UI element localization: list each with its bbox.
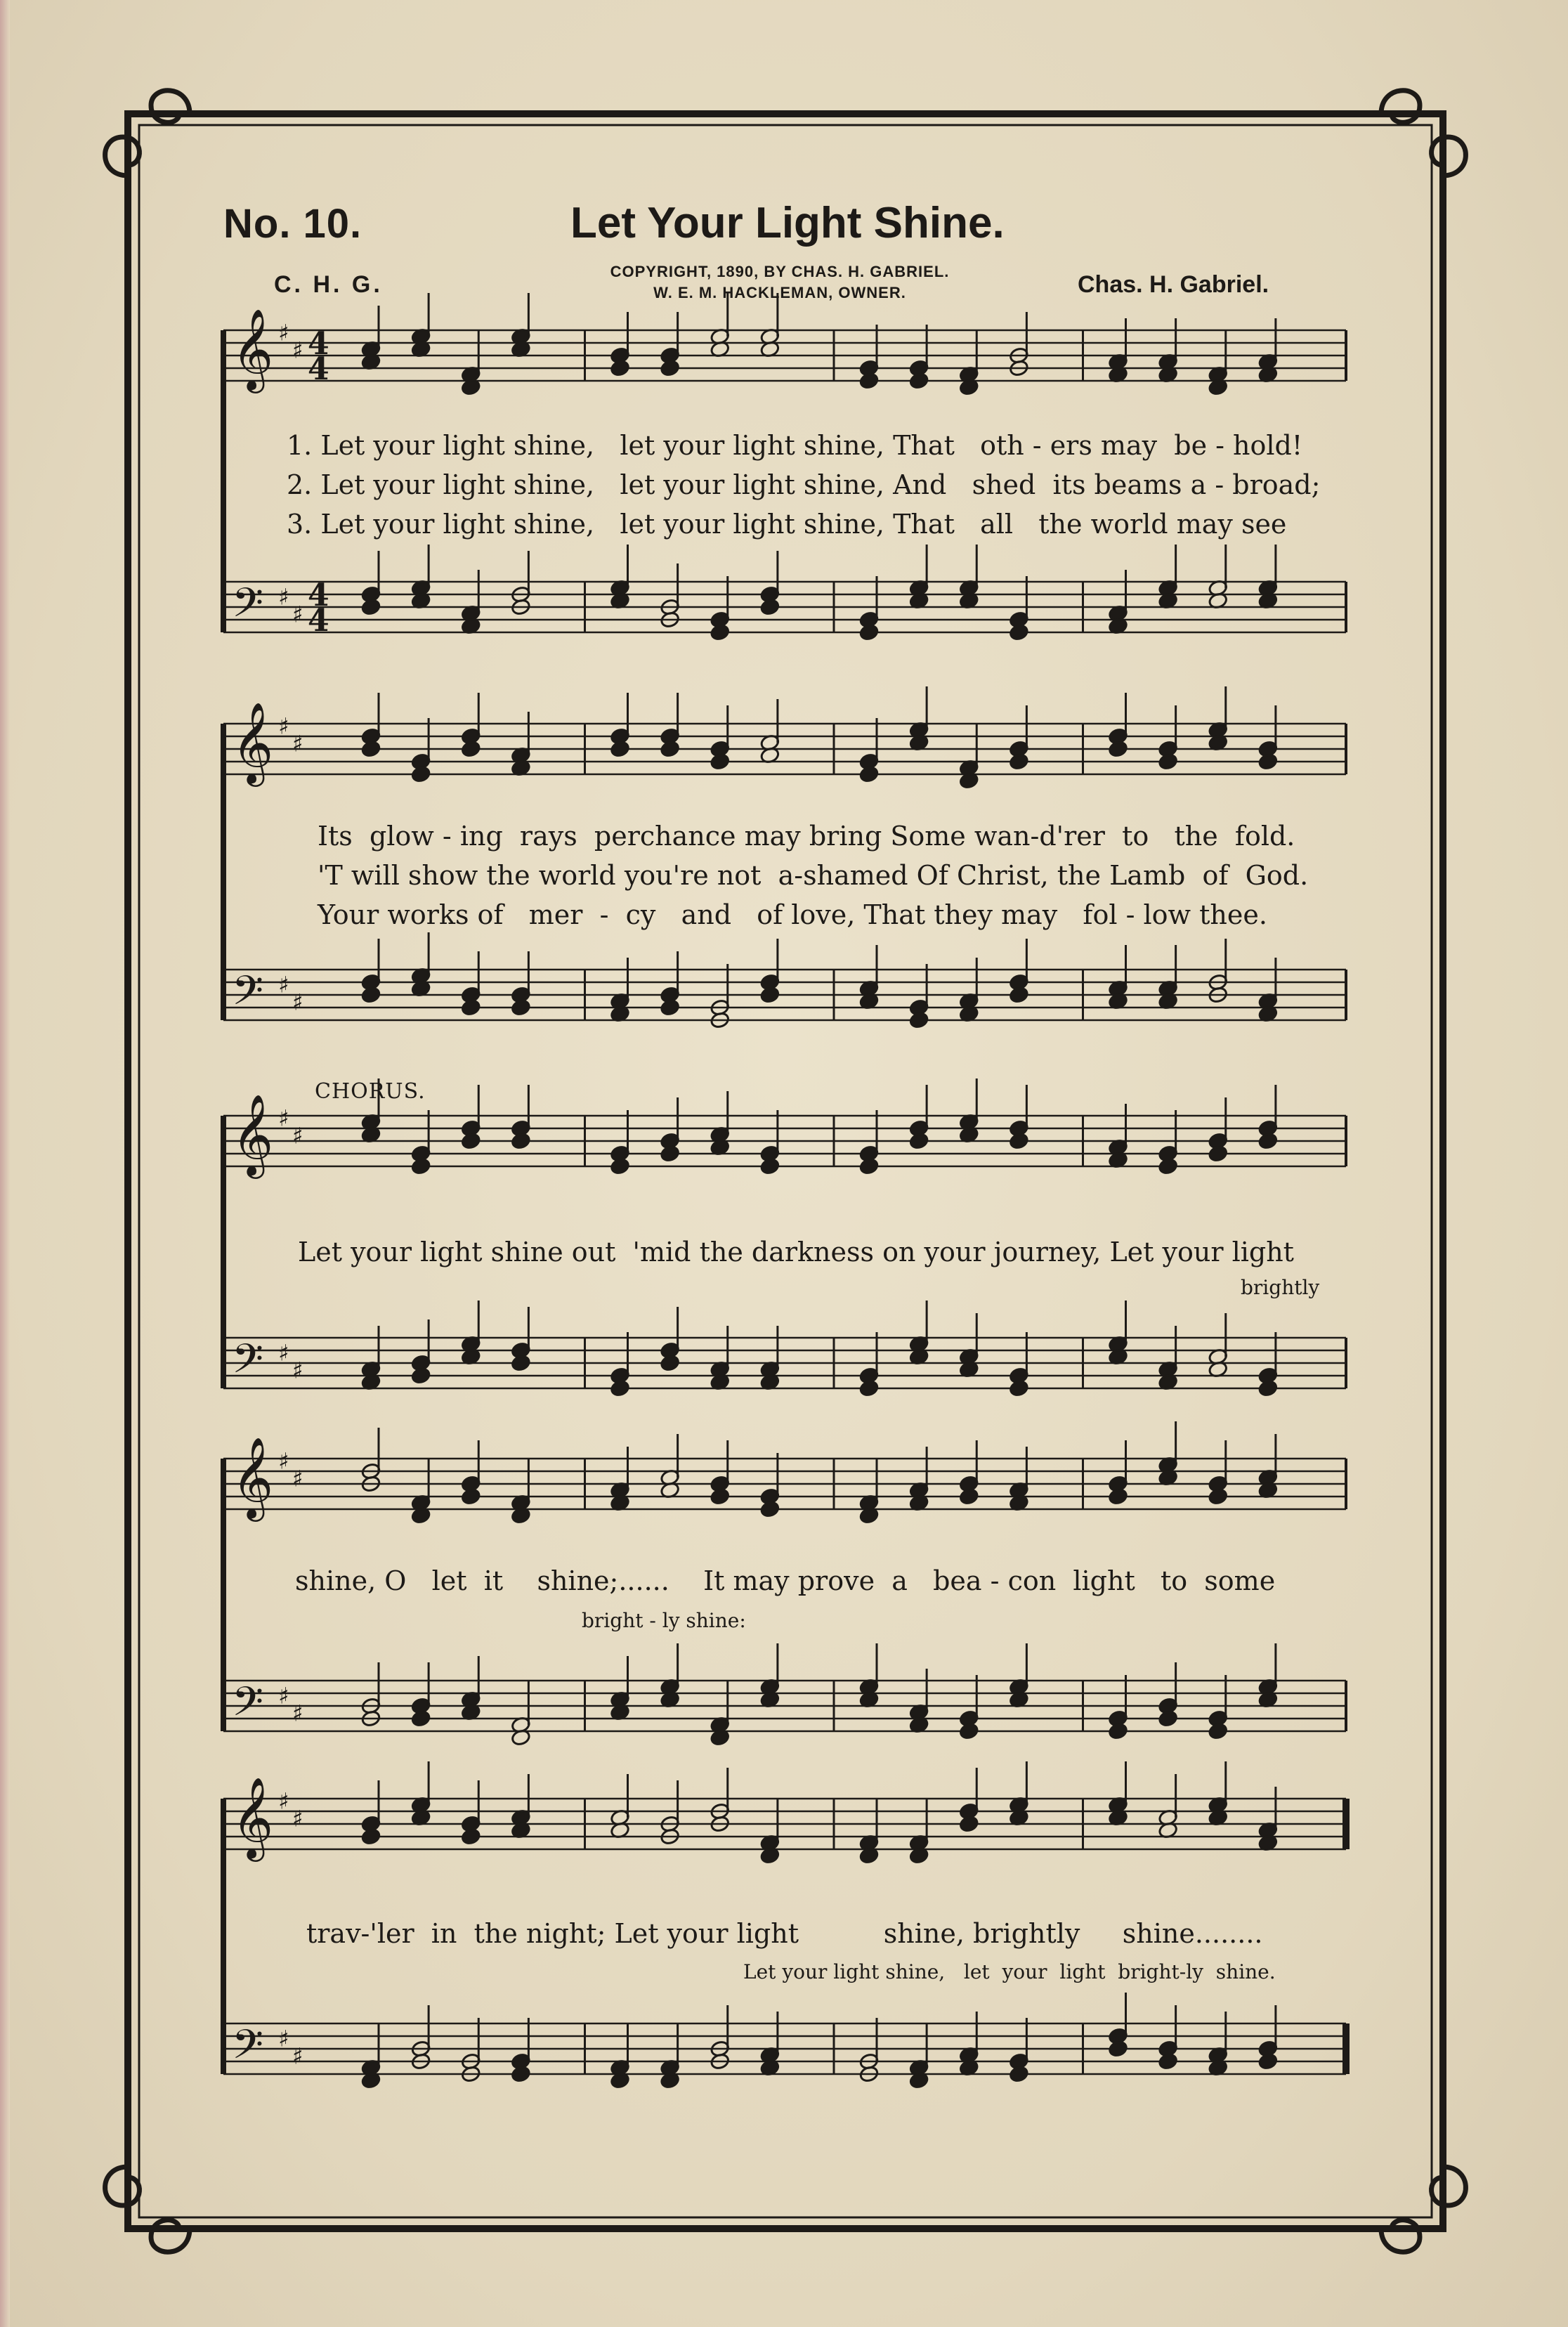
bass-clef: 𝄢 — [232, 2021, 264, 2079]
sharp-sign: ♯ — [278, 2025, 289, 2052]
verse-3-line-1: 3. Let your light shine, let your light shine, That all the world may see — [287, 509, 1287, 540]
sharp-sign: ♯ — [278, 583, 289, 611]
bass-clef: 𝄢 — [232, 967, 264, 1025]
note-head — [859, 1379, 880, 1397]
chorus-label: CHORUS. — [315, 1079, 426, 1104]
note-head — [760, 598, 780, 615]
sharp-sign: ♯ — [292, 601, 303, 628]
note-head — [859, 623, 880, 641]
time-signature-top: 4 — [308, 326, 329, 363]
note-head — [859, 1157, 880, 1175]
hymn-number: No. 10. — [223, 201, 362, 247]
chorus-line-3-echo: Let your light shine, let your light bright-ly shine. — [743, 1960, 1276, 1983]
chorus-line-2-echo: bright - ly shine: — [582, 1609, 746, 1632]
note-head — [859, 765, 880, 783]
note-head — [660, 1145, 680, 1162]
hymn-title: Let Your Light Shine. — [570, 199, 1005, 247]
note-head — [511, 1132, 531, 1149]
note-head — [461, 1827, 481, 1845]
note-head — [1158, 1709, 1178, 1727]
note-head — [1108, 1487, 1128, 1505]
verse-1-line-2: Its glow - ing rays perchance may bring Some wan-d'rer to the fold. — [318, 821, 1295, 852]
sharp-sign: ♯ — [278, 319, 289, 346]
note-head — [461, 998, 481, 1016]
note-head — [511, 998, 531, 1016]
note-head — [1009, 1132, 1029, 1149]
note-head — [610, 740, 630, 757]
note-head — [411, 1157, 431, 1175]
note-head — [710, 752, 730, 770]
verse-3-line-2: Your works of mer - cy and of love, That they may fol - low thee. — [318, 899, 1267, 930]
sharp-sign: ♯ — [292, 337, 303, 364]
sharp-sign: ♯ — [278, 1682, 289, 1709]
sharp-sign: ♯ — [292, 1122, 303, 1149]
note-head — [959, 1487, 979, 1505]
note-head — [411, 765, 431, 783]
note-head — [1108, 2040, 1128, 2057]
note-head — [1009, 1379, 1029, 1397]
note-head — [760, 1157, 780, 1175]
note-head — [1158, 1157, 1178, 1175]
note-head — [610, 359, 630, 377]
note-head — [461, 1132, 481, 1149]
sharp-sign: ♯ — [292, 730, 303, 757]
copyright-line-2: W. E. M. HACKLEMAN, OWNER. — [653, 284, 906, 301]
time-signature-bottom: 4 — [308, 351, 329, 388]
note-head — [710, 1487, 730, 1505]
note-head — [859, 372, 880, 389]
note-head — [760, 986, 780, 1003]
sharp-sign: ♯ — [292, 1357, 303, 1384]
treble-clef: 𝄞 — [232, 1093, 274, 1176]
note-head — [1208, 1722, 1228, 1740]
note-head — [1009, 2065, 1029, 2082]
note-head — [1258, 2052, 1279, 2070]
bass-clef: 𝄢 — [232, 579, 264, 637]
chorus-line-3: trav-'ler in the night; Let your light shine, brightly shine........ — [306, 1918, 1263, 1949]
note-head — [1208, 1487, 1228, 1505]
chorus-line-1: Let your light shine out 'mid the darkness on your journey, Let your light — [298, 1237, 1294, 1267]
note-head — [660, 359, 680, 377]
sharp-sign: ♯ — [292, 2042, 303, 2070]
note-head — [1208, 1145, 1228, 1162]
note-head — [1158, 752, 1178, 770]
note-head — [1009, 752, 1029, 770]
note-head — [710, 623, 730, 641]
chorus-line-1-echo: brightly — [1241, 1276, 1320, 1299]
note-head — [610, 1379, 630, 1397]
bass-clef: 𝄢 — [232, 1678, 264, 1736]
note-head — [1108, 740, 1128, 757]
sharp-sign: ♯ — [292, 1465, 303, 1492]
sharp-sign: ♯ — [278, 712, 289, 740]
music-author: Chas. H. Gabriel. — [1078, 271, 1269, 298]
chorus-line-2: shine, O let it shine;...... It may prove a bea - con light to some — [295, 1565, 1276, 1596]
note-head — [1258, 1132, 1279, 1149]
sharp-sign: ♯ — [278, 1104, 289, 1132]
note-head — [361, 986, 381, 1003]
note-head — [1108, 1722, 1128, 1740]
note-head — [411, 1709, 431, 1727]
note-head — [361, 1827, 381, 1845]
note-head — [1258, 1379, 1279, 1397]
treble-clef: 𝄞 — [232, 1436, 274, 1519]
note-head — [361, 598, 381, 615]
sharp-sign: ♯ — [292, 1700, 303, 1727]
note-head — [361, 740, 381, 757]
treble-clef: 𝄞 — [232, 701, 274, 784]
sharp-sign: ♯ — [278, 1339, 289, 1367]
sharp-sign: ♯ — [292, 1805, 303, 1832]
note-head — [909, 372, 929, 389]
note-head — [1009, 986, 1029, 1003]
verse-2-line-1: 2. Let your light shine, let your light shine, And shed its beams a - broad; — [287, 469, 1321, 500]
note-head — [959, 1722, 979, 1740]
bass-clef: 𝄢 — [232, 1335, 264, 1393]
note-head — [959, 1815, 979, 1832]
note-head — [610, 1157, 630, 1175]
treble-clef: 𝄞 — [232, 308, 274, 391]
time-signature-top: 4 — [308, 578, 329, 614]
note-head — [660, 740, 680, 757]
treble-clef: 𝄞 — [232, 1776, 274, 1859]
note-head — [760, 1500, 780, 1518]
sharp-sign: ♯ — [278, 971, 289, 998]
sharp-sign: ♯ — [278, 1447, 289, 1475]
note-head — [660, 1354, 680, 1371]
sharp-sign: ♯ — [278, 1787, 289, 1815]
note-head — [511, 2065, 531, 2082]
verse-2-line-2: 'T will show the world you're not a-shamed Of Christ, the Lamb of God. — [318, 860, 1309, 891]
note-head — [1009, 623, 1029, 641]
note-head — [660, 998, 680, 1016]
copyright-line-1: COPYRIGHT, 1890, BY CHAS. H. GABRIEL. — [610, 263, 950, 280]
time-signature-bottom: 4 — [308, 603, 329, 639]
note-head — [511, 1354, 531, 1371]
note-head — [461, 1487, 481, 1505]
note-head — [1158, 2052, 1178, 2070]
note-head — [461, 740, 481, 757]
note-head — [909, 1011, 929, 1029]
sharp-sign: ♯ — [292, 989, 303, 1016]
verse-1-line-1: 1. Let your light shine, let your light shine, That oth - ers may be - hold! — [287, 430, 1303, 461]
note-head — [411, 1367, 431, 1384]
note-head — [909, 1132, 929, 1149]
note-head — [1258, 752, 1279, 770]
words-author: C. H. G. — [274, 271, 383, 298]
